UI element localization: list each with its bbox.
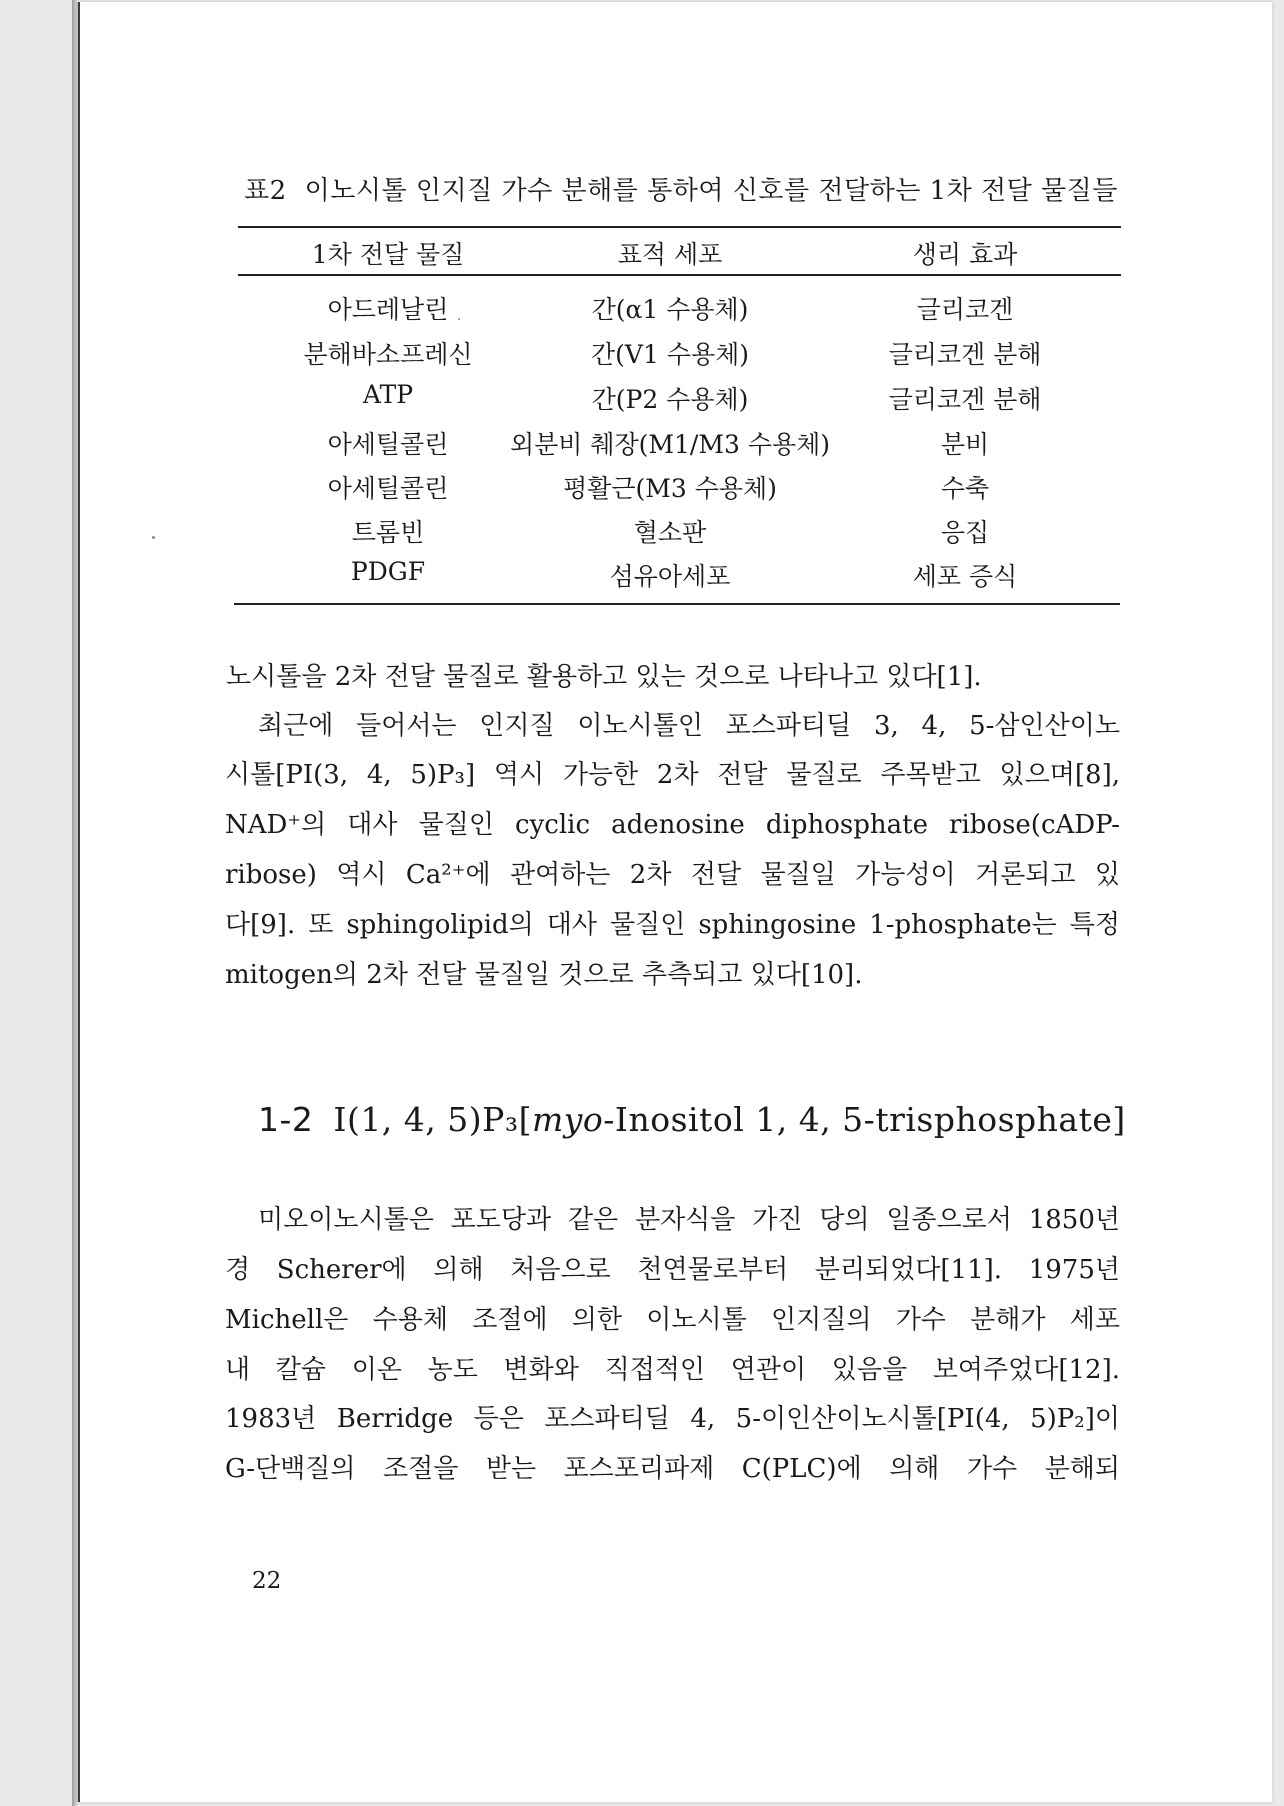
table-bottom-rule: [234, 603, 1120, 605]
section-number: 1-2: [258, 1100, 314, 1139]
table-header-target-cell: 표적 세포: [617, 240, 723, 269]
table-header-messenger: 1차 전달 물질: [311, 240, 465, 269]
scan-speck: [152, 536, 155, 539]
table-cell: 세포 증식: [912, 562, 1018, 591]
section-title-italic: myo: [531, 1100, 604, 1139]
section-title-part: -Inositol 1, 4, 5-trisphosphate]: [603, 1100, 1126, 1139]
table-cell: 평활근(M3 수용체): [563, 474, 777, 503]
table-header-rule: [238, 274, 1121, 276]
table-cell: 분해바소프레신: [303, 340, 473, 369]
table-cell: 간(V1 수용체): [590, 340, 749, 369]
table-cell: 간(P2 수용체): [591, 385, 749, 414]
table-caption-text: 이노시톨 인지질 가수 분해를 통하여 신호를 전달하는 1차 전달 물질들: [304, 176, 1118, 206]
body-text-line: G-단백질의 조절을 받는 포스포리파제 C(PLC)에 의해 가수 분해되: [225, 1454, 1120, 1484]
table-cell: 외분비 췌장(M1/M3 수용체): [509, 430, 831, 459]
section-title-part: I(1, 4, 5)P₃[: [333, 1100, 532, 1139]
table-cell: 트롬빈: [351, 518, 425, 547]
body-text-line: 시톨[PI(3, 4, 5)P₃] 역시 가능한 2차 전달 물질로 주목받고 있으며[8],: [225, 760, 1120, 790]
body-text-line: 경 Scherer에 의해 처음으로 천연물로부터 분리되었다[11]. 1975년: [225, 1255, 1120, 1285]
body-text-line: 최근에 들어서는 인지질 이노시톨인 포스파티딜 3, 4, 5-삼인산이노: [258, 711, 1120, 741]
body-text-line: 1983년 Berridge 등은 포스파티딜 4, 5-이인산이노시톨[PI(4, 5)P₂]이: [225, 1404, 1120, 1434]
body-text-line: NAD⁺의 대사 물질인 cyclic adenosine diphosphate ribose(cADP-: [225, 810, 1120, 840]
table-caption: [244, 170, 1124, 207]
table-cell: 아세틸콜린: [327, 430, 449, 459]
body-text-line: 미오이노시톨은 포도당과 같은 분자식을 가진 당의 일종으로서 1850년: [258, 1205, 1120, 1235]
section-title: [333, 1100, 1125, 1139]
table-cell: 섬유아세포: [609, 562, 731, 591]
table-cell: 분비: [940, 430, 990, 459]
table-cell: 글리코겐 분해: [888, 385, 1042, 414]
table-cell: 혈소판: [633, 518, 707, 547]
table-top-rule: [238, 226, 1121, 228]
table-cell: 아드레날린: [327, 295, 449, 324]
table-cell: 아세틸콜린: [327, 474, 449, 503]
table-header-effect: 생리 효과: [912, 240, 1018, 269]
table-cell: PDGF: [350, 557, 426, 586]
page-number: 22: [252, 1568, 282, 1594]
table-cell: 글리코겐: [916, 295, 1014, 324]
body-text-line: Michell은 수용체 조절에 의한 이노시톨 인지질의 가수 분해가 세포: [225, 1305, 1120, 1335]
table-cell: 간(α1 수용체): [591, 295, 749, 324]
table-cell: ATP: [362, 380, 414, 409]
table-caption-label: 표2: [244, 176, 287, 206]
body-text-line: 다[9]. 또 sphingolipid의 대사 물질인 sphingosine 1-phosphate는 특정: [225, 910, 1120, 940]
section-heading: [258, 1100, 1126, 1139]
body-text-line: mitogen의 2차 전달 물질일 것으로 추측되고 있다[10].: [225, 960, 863, 990]
table-cell: 수축: [940, 474, 990, 503]
body-text-line: ribose) 역시 Ca²⁺에 관여하는 2차 전달 물질일 가능성이 거론되고 있: [225, 860, 1120, 890]
table-cell: 글리코겐 분해: [888, 340, 1042, 369]
body-text-line: 노시톨을 2차 전달 물질로 활용하고 있는 것으로 나타나고 있다[1].: [226, 662, 982, 692]
book-page: [78, 2, 1272, 1802]
body-text-line: 내 칼슘 이온 농도 변화와 직접적인 연관이 있음을 보여주었다[12].: [225, 1355, 1120, 1385]
table-cell: 응집: [940, 518, 990, 547]
